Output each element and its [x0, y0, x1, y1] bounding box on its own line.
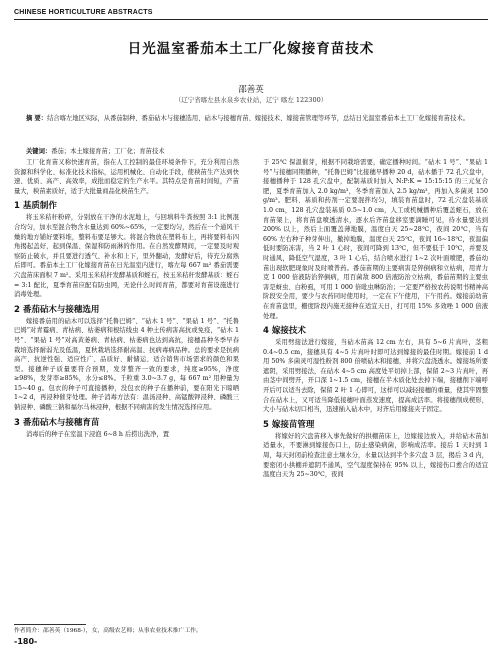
section-2-text: 嫁接番茄用的砧木可以选择“托鲁巴姆”、“砧木 1 号”、“果砧 1 号”、“托鲁巴姆”对青霉病、青枯病、枯萎病和根结线虫 4 种土传病害高抗或免疫，“砧木 1 号”、“果砧 1 号”对高黄萎病、青枯病、枯萎病也达到高抗，接穗品种冬季早春栽培选择耐弱光及低温，夏秋栽培选择耐高温、抗病毒病品种。总的要求是抗病高产、抗逆性强、适应性广、品质好、耐储运、适合销售市场需求的颜色和果型。接穗种子质量要符合预期，发芽整齐一致的要求，纯度≥95%，净度≥98%，发芽率≥85%，水分≤8%。千粒重 3.0~3.7 g，每 667 m² 用种量为 15~40 g。包衣的种子可直接播种，没包衣的种子在播种前，要在阳光下晾晒 1~2 d，再浸种催芽处理。种子消毒方法有：温汤浸种、高锰酸钾浸种、磷酸三钠浸种、磷酸三钠和福尔马林浸种，根据不同病害的发生情况选择应用。 [14, 317, 239, 412]
intro-paragraph: 工厂化育苗又称快速育苗，指在人工控制的最佳环境条件下，充分利用自然资源和科学化、标准化技术指标，运用机械化、自动化手段，使秧苗生产达到快速、优质、高产、高效率，成批而稳定的生产水平。其特点是育苗时间短，产苗量大，秧苗素质好，适于大批量商品化秧苗生产。 [14, 159, 239, 195]
keywords-label: 关键词： [26, 148, 52, 155]
author-affiliation: （辽宁省喀左县水泉乡农业站，辽宁 喀左 122300） [174, 96, 328, 104]
left-column [14, 158, 239, 439]
journal-header: CHINESE HORTICULTURE ABSTRACTS [14, 9, 153, 16]
right-column [263, 158, 488, 480]
keywords-text: 番茄；本土嫁接育苗；工厂化；育苗技术 [51, 148, 165, 155]
page-number: -180- [14, 637, 38, 646]
section-4-heading: 4 嫁接技术 [263, 326, 306, 337]
section-2-heading: 2 番茄砧木与接穗选用 [14, 304, 100, 315]
section-3-continued: 于 25℃ 保温催芽，根据不同栽培需要，确定播种时间。“砧木 1 号”、“果砧 1 号”与接穗同期播种，“托鲁巴姆”比接穗早播种 20 d，砧木播于 72 孔穴盘中，接穗播种于 128 孔穴盘中，配制基质时加入 N:P:K = 15:15:15 的三元复合肥，夏季育苗加入 2.0 kg/m³，冬季育苗加入 2.5 kg/m³，再加入多菌灵 150 g/m³。肥料、基质和药剂一定要混拌均匀，填装育苗盘时，72 孔穴盘装基质 1.0 cm，128 孔穴盘装基质 0.5~1.0 cm，人工或机械播种后覆盖蛭石，放在育苗架上，将育苗盘喷透清水，逐水后齐苗盘移室要滴睡可见，待水量要达到 200% 以上，然后上面覆盖薄地膜，温度白天 25~28℃，夜间 20℃，当有 60% 左右种子种芽伸出，撤掉地膜，温度白天 25℃，夜间 16~18℃，夜温偏低时要防冻害，当 2 叶 1 心时，夜间可降到 13℃，但不要低于 10℃，并要及时通风，降低空气湿度，3 叶 1 心后，结合喷水进行 1~2 次叶面喷肥，番茄幼苗出现软肥现象时及时喷普药。番茄苗期的主要病害是猝倒病和立枯病，用青力克 1 000 倍液防治猝倒病，用百菌敌 800 倍液防治立枯病，番茄苗期的主要虫害是蚜虫、白粉虱，可用 1 000 倍吡虫啉防治；一定要严格按农药说明书精神高阶段安全用，要少与农药同时使用时，一定在下午使用，下午用药。嫁接前幼苗在育苗盘里，栅度阶段内施无接种在适宜天日，打可用 15% 多效唑 1 000 倍液处理。 [263, 159, 488, 320]
footnote-rule [14, 624, 86, 625]
abstract [26, 114, 478, 124]
keywords [26, 146, 478, 155]
section-3-text: 消毒后的种子在室温下浸泡 6~8 h 后捞出洗净，置 [26, 430, 169, 438]
author-footnote: 作者简介：邵善英（1968-），女，高级农艺师；从事农业技术推广工作。 [14, 628, 202, 634]
header-rule [14, 19, 488, 20]
section-3-heading: 3 番茄砧木与接穗育苗 [14, 417, 100, 428]
section-5-text: 将嫁好的穴盘苗移入事先做好的拱棚苗床上，边嫁接边放入，并给砧木苗加适量水，不要淋到嫁接伤口上，防止感染病菌，影响成活率。接后 1 天时到 1 周，每天封闭前检查注意土壤水分，水量以达到半个多穴盘 3 层，揭后 3 d 内，要密闭小拱棚并遮阴不通风，空气湿度保持在 95% 以上，嫁接伤口愈合的适宜温度白天为 25~30℃，夜间 [263, 432, 488, 479]
section-4-text: 采用劈接法进行嫁接，当砧木苗高 12 cm 左右，具有 5~6 片真叶，茎粗 0.4~0.5 cm，接穗具有 4~5 片真叶时即可达到嫁接的最佳时期。嫁接前 1 d 用 50% 多菌灵可湿性粉剂 800 倍喷砧木和接穗，并将穴盘浇透水。嫁接场所要遮阴，采用劈接法，在砧木 4~5 cm 高度处平切掉上部，保留 2~3 片真叶，再由茎中间劈开，开口深 1~1.5 cm，接穗在半木质化处去掉下端，接穗削下端呼开后可以适当去除，保留 2 叶 1 心即可，这样可以减轻接穗的重量，使其牢固整合在砧木上，又可适当降低接穗叶面蒸发速度，提高成活率。将接穗削成楔形，大小与砧木切口相当，迅速插入砧木中，对齐后用嫁接夹子固定。 [263, 339, 488, 414]
section-1-text: 将玉米秸秆粉碎，分别放在干净的水泥地上，与回填料牛粪按照 3:1 比例混合均匀，加水至混合物含水量达到 60%~65%，一定要均匀，然后在一个通风干燥的地方铺好要料堆，整料布要足够大。将混合物放在塑料布上，再将要料布四角揭起盖好，起到保温、保湿和防雨淋的作用。在自然发酵期间，一定要及时观察防止破水，并且要进行透气、补水和上下，里外翻动，发酵好后，待充分腐熟后即可。番茄本土工厂化嫁接育苗在日光温室内进行，喀左每 667 m² 番茄需要穴盘苗床面积 7 m²。采用玉米秸秆发酵基质和蛭石，按玉米秸秆发酵基质：蛭石 = 3:1 配比，夏季育苗应配有防虫网，无论什么时间育苗，都要对育苗设施进行消毒处理。 [14, 214, 239, 299]
section-1-heading: 1 基质制作 [14, 201, 57, 212]
abstract-label: 摘 要： [26, 115, 48, 122]
article-author: 邵善英 [238, 85, 264, 95]
section-5-heading: 5 嫁接苗管理 [263, 419, 315, 430]
abstract-text: 结合喀左地区实际，从番茄制种、番茄砧木与接穗选用、砧木与接穗育苗、嫁接技术、嫁接苗管理等环节，总结日光温室番茄本土工厂化嫁接育苗技术。 [47, 115, 469, 122]
article-title: 日光温室番茄本土工厂化嫁接育苗技术 [127, 41, 375, 57]
